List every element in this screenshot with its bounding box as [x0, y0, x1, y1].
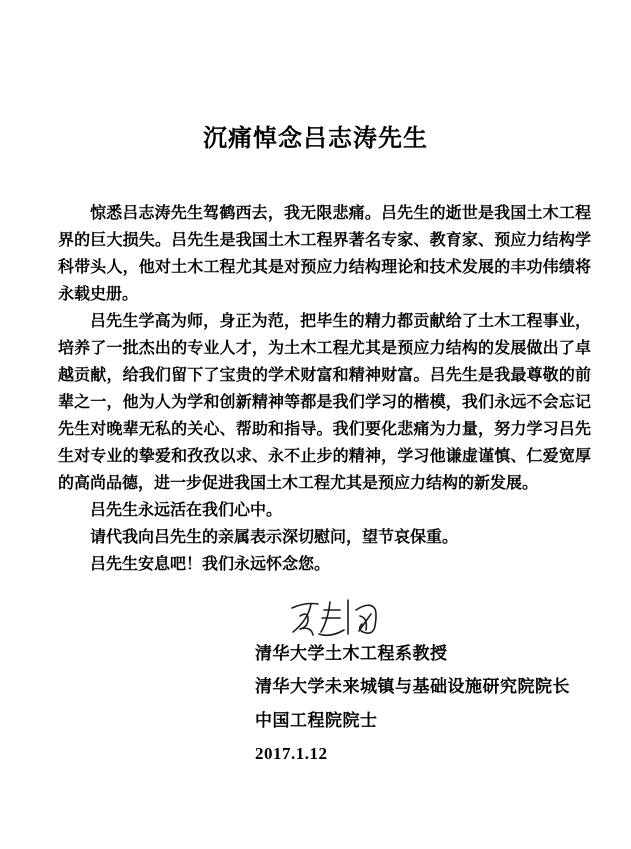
document-body: [58, 200, 591, 578]
signature-block: [0, 590, 631, 820]
paragraph-3: 吕先生永远活在我们心中。: [90, 502, 283, 519]
paragraph-1: 惊悉吕志涛先生驾鹤西去，我无限悲痛。吕先生的逝世是我国土木工程界的巨大损失。吕先生是我国土木工程界著名专家、教育家、预应力结构学科带头人，他对土木工程尤其是对预应力结构理论和技术发展的丰功伟绩将永载史册。: [58, 205, 591, 303]
paragraph-4: 请代我向吕先生的亲属表示深切慰问，望节哀保重。: [90, 529, 459, 546]
signer-title-1: 清华大学土木工程系教授: [255, 644, 448, 663]
paragraph-5: 吕先生安息吧！我们永远怀念您。: [90, 556, 331, 573]
document-title: 沉痛悼念吕志涛先生: [203, 125, 428, 152]
paragraph-2: 吕先生学高为师，身正为范，把毕生的精力都贡献给了土木工程事业，培养了一批杰出的专业人才，为土木工程尤其是预应力结构的发展做出了卓越贡献，给我们留下了宝贵的学术财富和精神财富。吕先生是我最尊敬的前辈之一，他为人为学和创新精神等都是我们学习的楷模，我们永远不会忘记先生对晚辈无私的关心、帮助和指导。我们要化悲痛为力量，努力学习吕先生对专业的挚爱和孜孜以求、永不止步的精神，学习他谦虚谨慎、仁爱宽厚的高尚品德，进一步促进我国土木工程尤其是预应力结构的新发展。: [58, 313, 591, 492]
signature-date: 2017.1.12: [255, 744, 328, 764]
handwritten-signature-image: [286, 594, 382, 640]
signer-attribution: [255, 637, 570, 771]
signer-title-2: 清华大学未来城镇与基础设施研究院院长: [255, 677, 570, 697]
signer-title-3: 中国工程院院士: [255, 710, 378, 730]
